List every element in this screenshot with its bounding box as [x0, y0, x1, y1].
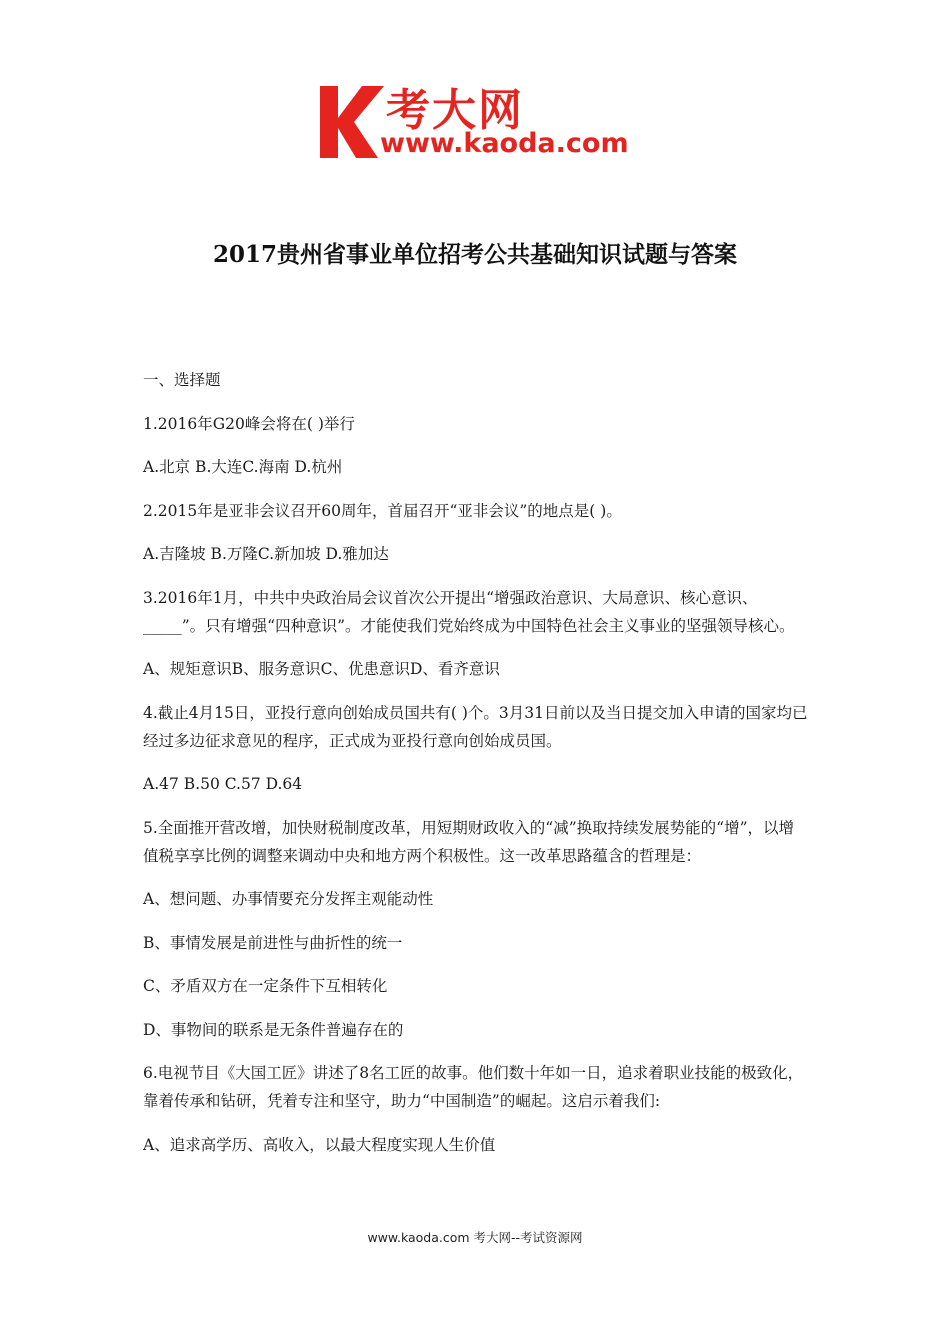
question-text: 4.截止4月15日，亚投行意向创始成员国共有( )个。3月31日前以及当日提交加入申请的国家均已经过多边征求意见的程序，正式成为亚投行意向创始成员国。 — [143, 703, 808, 750]
question-text: 2.2015年是亚非会议召开60周年，首届召开“亚非会议”的地点是( )。 — [143, 501, 622, 520]
question-text: 5.全面推开营改增，加快财税制度改革，用短期财政收入的“减”换取持续发展势能的“增”，以增值税享享比例的调整来调动中央和地方两个积极性。这一改革思路蕴含的哲理是： — [143, 818, 794, 865]
logo-text: 考大网 — [386, 85, 524, 136]
question-text: 6.电视节目《大国工匠》讲述了8名工匠的故事。他们数十年如一日，追求着职业技能的极致化，靠着传承和钻研，凭着专注和坚守，助力“中国制造”的崛起。这启示着我们: — [143, 1064, 804, 1110]
answer-option: A、想问题、办事情要充分发挥主观能动性 — [143, 890, 434, 908]
logo-url: www.kaoda.com — [380, 128, 629, 159]
k-logo-icon — [318, 78, 388, 162]
answer-options: A.47 B.50 C.57 D.64 — [143, 775, 303, 793]
answer-option: C、矛盾双方在一定条件下互相转化 — [143, 977, 388, 995]
section-heading: 一、选择题 — [143, 371, 221, 389]
question-text: 1.2016年G20峰会将在( )举行 — [143, 414, 355, 433]
document-body — [143, 366, 809, 1174]
page-title: 2017贵州省事业单位招考公共基础知识试题与答案 — [212, 241, 737, 268]
answer-option: D、事物间的联系是无条件普遍存在的 — [143, 1020, 404, 1039]
answer-options: A.北京 B.大连C.海南 D.杭州 — [143, 458, 343, 476]
answer-options: A.吉隆坡 B.万隆C.新加坡 D.雅加达 — [143, 545, 389, 563]
page-footer: www.kaoda.com 考大网--考试资源网 — [367, 1230, 583, 1245]
kaoda-logo — [318, 78, 638, 162]
answer-option: B、事情发展是前进性与曲折性的统一 — [143, 933, 403, 952]
answer-options: A、规矩意识B、服务意识C、优患意识D、看齐意识 — [143, 660, 500, 678]
question-text: 3.2016年1月，中共中央政治局会议首次公开提出“增强政治意识、大局意识、核心意识、_____”。只有增强“四种意识”。才能使我们党始终成为中国特色社会主义事业的坚强领导核心。 — [143, 588, 795, 635]
answer-option: A、追求高学历、高收入，以最大程度实现人生价值 — [143, 1135, 496, 1154]
